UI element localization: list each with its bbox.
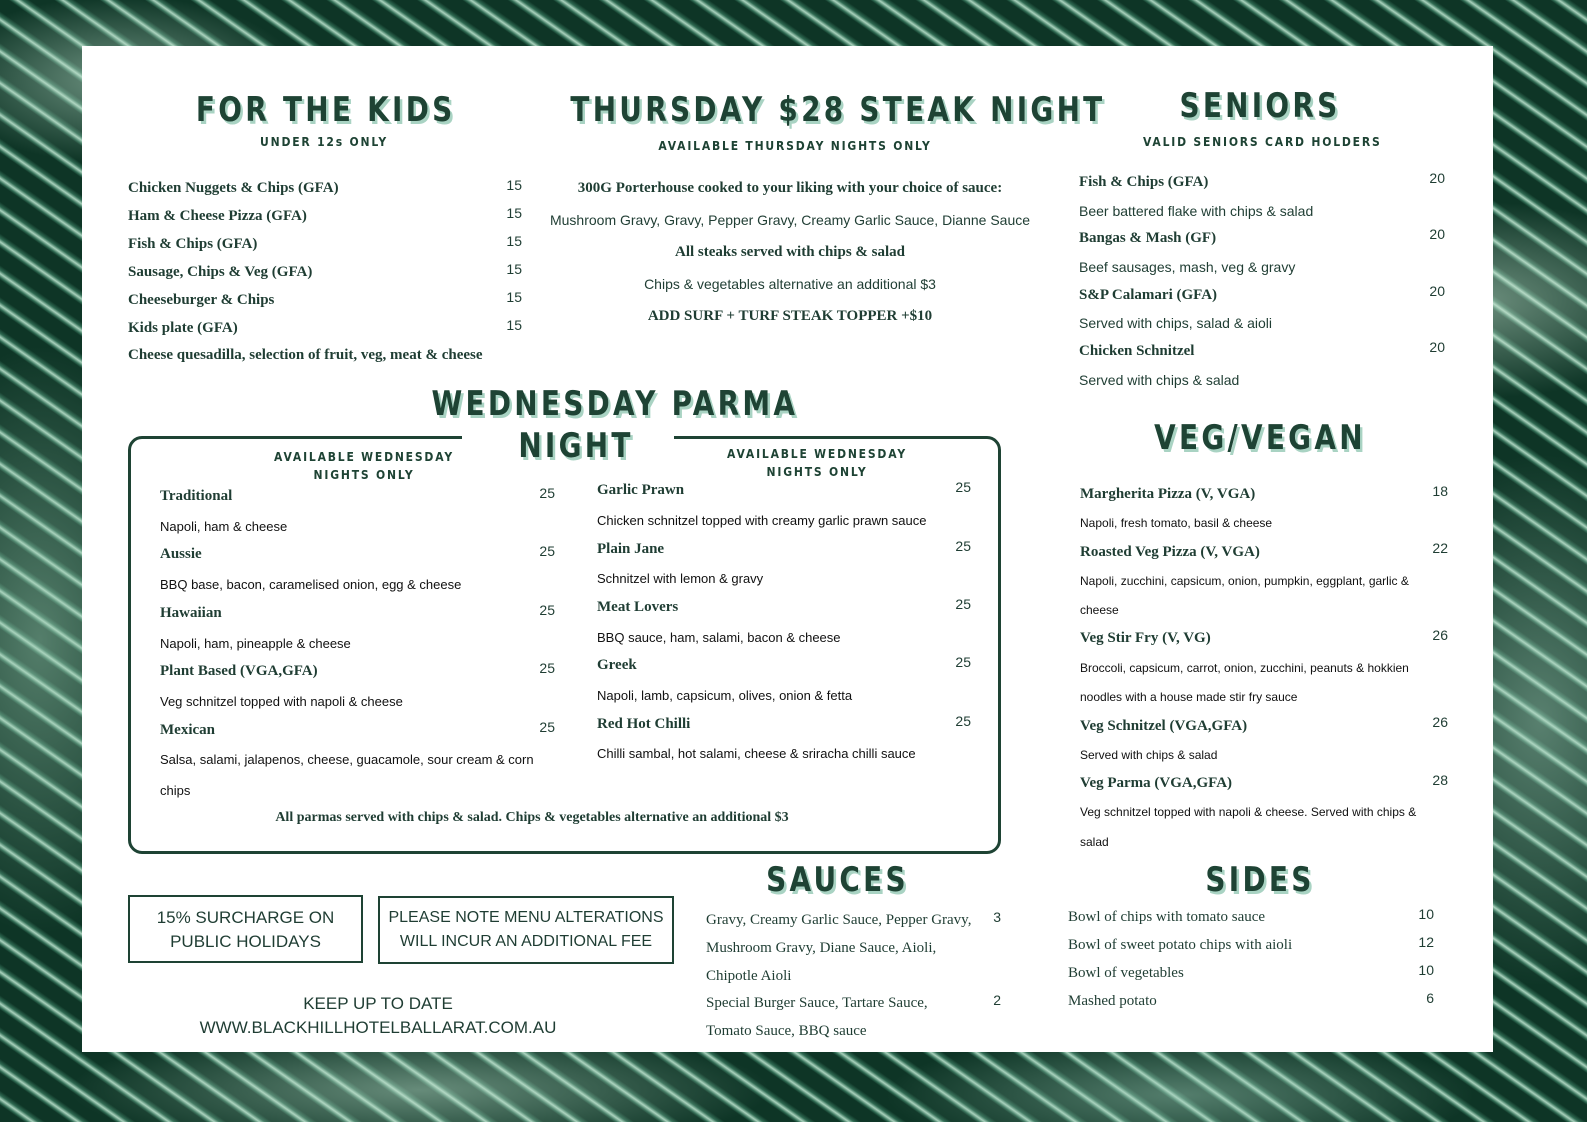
- kids-item: Fish & Chips (GFA): [128, 236, 258, 252]
- sauce-line: Tomato Sauce, BBQ sauce: [706, 1023, 867, 1039]
- parma-price: 25: [955, 479, 971, 495]
- veg-title: VEG/VEGAN: [1154, 418, 1366, 458]
- parma-item: Hawaiian: [160, 605, 222, 621]
- steak-subtitle: AVAILABLE THURSDAY NIGHTS ONLY: [658, 139, 932, 153]
- parma-price: 25: [539, 719, 555, 735]
- seniors-item: Bangas & Mash (GF): [1079, 230, 1217, 246]
- parma-item: Plain Jane: [597, 541, 665, 557]
- parma-subtitle-right: NIGHTS ONLY: [766, 465, 868, 479]
- kids-note: Cheese quesadilla, selection of fruit, veg, meat & cheese: [128, 347, 483, 363]
- veg-item: Veg Parma (VGA,GFA): [1080, 775, 1233, 791]
- parma-item: Aussie: [160, 546, 202, 562]
- veg-desc: salad: [1080, 835, 1109, 849]
- parma-price: 25: [955, 654, 971, 670]
- seniors-item: Chicken Schnitzel: [1079, 343, 1195, 359]
- side-item: Bowl of chips with tomato sauce: [1068, 909, 1266, 925]
- seniors-desc: Beer battered flake with chips & salad: [1079, 203, 1314, 219]
- kids-item: Cheeseburger & Chips: [128, 292, 275, 308]
- parma-item: Plant Based (VGA,GFA): [160, 663, 318, 679]
- parma-subtitle-right: AVAILABLE WEDNESDAY: [727, 447, 907, 461]
- kids-price: 15: [506, 317, 522, 333]
- veg-price: 18: [1432, 483, 1448, 499]
- kids-item: Ham & Cheese Pizza (GFA): [128, 208, 307, 224]
- sauce-price: 2: [993, 992, 1001, 1008]
- seniors-title: SENIORS: [1179, 86, 1341, 126]
- parma-desc: Napoli, ham & cheese: [160, 519, 288, 534]
- steak-line5: ADD SURF + TURF STEAK TOPPER +$10: [647, 308, 933, 324]
- parma-price: 25: [539, 485, 555, 501]
- surcharge-notice: [128, 895, 363, 963]
- side-price: 10: [1418, 906, 1434, 922]
- veg-item: Margherita Pizza (V, VGA): [1080, 486, 1256, 502]
- parma-desc: Napoli, ham, pineapple & cheese: [160, 636, 351, 651]
- alterations-line2: WILL INCUR AN ADDITIONAL FEE: [399, 933, 653, 950]
- parma-price: 25: [539, 543, 555, 559]
- parma-desc: chips: [160, 783, 191, 798]
- sauce-line: Mushroom Gravy, Diane Sauce, Aioli,: [706, 940, 937, 956]
- parma-price: 25: [955, 713, 971, 729]
- parma-desc: Schnitzel with lemon & gravy: [597, 571, 764, 586]
- parma-desc: BBQ sauce, ham, salami, bacon & cheese: [597, 630, 841, 645]
- parma-subtitle-left: AVAILABLE WEDNESDAY: [274, 450, 454, 464]
- alterations-notice: [378, 896, 674, 964]
- kids-item: Sausage, Chips & Veg (GFA): [128, 264, 313, 280]
- steak-line3: All steaks served with chips & salad: [674, 244, 906, 260]
- keep-up-to-date: KEEP UP TO DATE: [303, 994, 453, 1013]
- parma-subtitle-left: NIGHTS ONLY: [313, 468, 415, 482]
- seniors-price: 20: [1429, 226, 1445, 242]
- kids-price: 15: [506, 205, 522, 221]
- steak-line2: Mushroom Gravy, Gravy, Pepper Gravy, Creamy Garlic Sauce, Dianne Sauce: [549, 212, 1031, 228]
- kids-item: Kids plate (GFA): [128, 320, 238, 336]
- kids-price: 15: [506, 289, 522, 305]
- veg-desc: Broccoli, capsicum, carrot, onion, zucchini, peanuts & hokkien: [1080, 661, 1409, 675]
- steak-title: THURSDAY $28 STEAK NIGHT: [570, 90, 1106, 130]
- sauce-line: Special Burger Sauce, Tartare Sauce,: [706, 995, 928, 1011]
- veg-price: 28: [1432, 772, 1448, 788]
- sauce-line: Chipotle Aioli: [706, 968, 792, 984]
- veg-price: 26: [1432, 627, 1448, 643]
- seniors-price: 20: [1429, 283, 1445, 299]
- sides-title: SIDES: [1205, 860, 1315, 900]
- parma-desc: Salsa, salami, jalapenos, cheese, guacamole, sour cream & corn: [160, 752, 534, 767]
- kids-price: 15: [506, 261, 522, 277]
- parma-item: Greek: [597, 657, 637, 673]
- veg-desc: noodles with a house made stir fry sauce: [1080, 690, 1298, 704]
- kids-subtitle: UNDER 12s ONLY: [260, 135, 388, 149]
- veg-price: 22: [1432, 540, 1448, 556]
- seniors-desc: Served with chips, salad & aioli: [1079, 315, 1272, 331]
- side-price: 10: [1418, 962, 1434, 978]
- kids-price: 15: [506, 233, 522, 249]
- kids-price: 15: [506, 177, 522, 193]
- side-item: Mashed potato: [1068, 993, 1157, 1009]
- seniors-price: 20: [1429, 339, 1445, 355]
- seniors-subtitle: VALID SENIORS CARD HOLDERS: [1143, 135, 1382, 149]
- seniors-desc: Served with chips & salad: [1079, 372, 1240, 388]
- parma-item: Mexican: [160, 722, 215, 738]
- side-item: Bowl of vegetables: [1068, 965, 1184, 981]
- surcharge-line1: 15% SURCHARGE ON: [156, 908, 335, 927]
- parma-title-line1: WEDNESDAY PARMA: [431, 384, 799, 424]
- seniors-desc: Beef sausages, mash, veg & gravy: [1079, 259, 1296, 275]
- seniors-item: S&P Calamari (GFA): [1079, 287, 1218, 303]
- side-price: 6: [1426, 990, 1434, 1006]
- sauce-price: 3: [993, 909, 1001, 925]
- veg-desc: cheese: [1080, 603, 1119, 617]
- veg-item: Roasted Veg Pizza (V, VGA): [1080, 544, 1260, 560]
- steak-line1: 300G Porterhouse cooked to your liking with your choice of sauce:: [577, 180, 1003, 196]
- sauces-title: SAUCES: [766, 860, 909, 900]
- parma-desc: Napoli, lamb, capsicum, olives, onion & fetta: [597, 688, 853, 703]
- sauce-line: Gravy, Creamy Garlic Sauce, Pepper Gravy,: [706, 912, 972, 928]
- parma-desc: Chicken schnitzel topped with creamy garlic prawn sauce: [597, 513, 927, 528]
- veg-item: Veg Schnitzel (VGA,GFA): [1080, 718, 1248, 734]
- side-item: Bowl of sweet potato chips with aioli: [1068, 937, 1293, 953]
- parma-item: Meat Lovers: [597, 599, 679, 615]
- kids-item: Chicken Nuggets & Chips (GFA): [128, 180, 339, 196]
- parma-title-line2: NIGHT: [518, 426, 634, 466]
- veg-desc: Napoli, fresh tomato, basil & cheese: [1080, 516, 1273, 530]
- veg-price: 26: [1432, 714, 1448, 730]
- veg-desc: Veg schnitzel topped with napoli & cheese. Served with chips &: [1080, 805, 1417, 819]
- parma-item: Traditional: [160, 488, 233, 504]
- veg-desc: Served with chips & salad: [1080, 748, 1218, 762]
- veg-desc: Napoli, zucchini, capsicum, onion, pumpkin, eggplant, garlic &: [1080, 574, 1409, 588]
- parma-price: 25: [955, 596, 971, 612]
- parma-price: 25: [539, 602, 555, 618]
- seniors-item: Fish & Chips (GFA): [1079, 174, 1209, 190]
- steak-line4: Chips & vegetables alternative an additional $3: [644, 276, 936, 292]
- side-price: 12: [1418, 934, 1434, 950]
- surcharge-line2: PUBLIC HOLIDAYS: [170, 932, 321, 951]
- alterations-line1: PLEASE NOTE MENU ALTERATIONS: [388, 909, 664, 926]
- parma-item: Garlic Prawn: [597, 482, 685, 498]
- veg-item: Veg Stir Fry (V, VG): [1080, 630, 1211, 646]
- parma-desc: Veg schnitzel topped with napoli & cheese: [160, 694, 403, 709]
- kids-title: FOR THE KIDS: [195, 90, 456, 130]
- parma-desc: BBQ base, bacon, caramelised onion, egg & cheese: [160, 577, 462, 592]
- parma-footer: All parmas served with chips & salad. Chips & vegetables alternative an additional $3: [275, 810, 789, 825]
- seniors-price: 20: [1429, 170, 1445, 186]
- parma-price: 25: [955, 538, 971, 554]
- website-link[interactable]: WWW.BLACKHILLHOTELBALLARAT.COM.AU: [199, 1018, 557, 1037]
- parma-desc: Chilli sambal, hot salami, cheese & sriracha chilli sauce: [597, 746, 916, 761]
- parma-item: Red Hot Chilli: [597, 716, 691, 732]
- parma-price: 25: [539, 660, 555, 676]
